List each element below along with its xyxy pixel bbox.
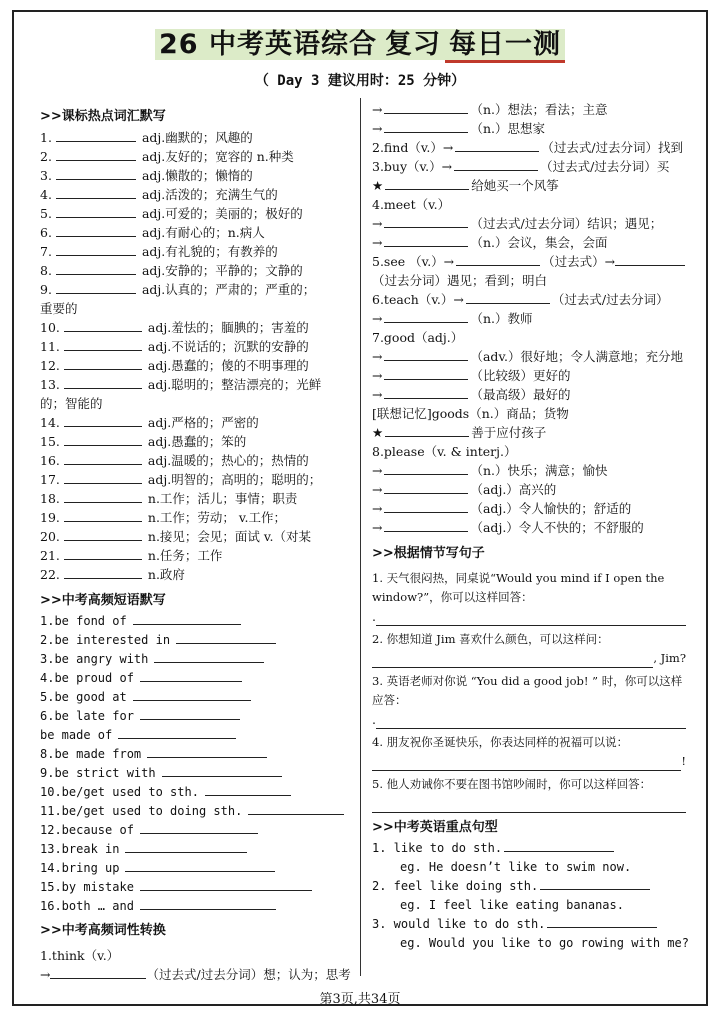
vocab-meaning: n.工作；活儿；事情；职责 <box>147 491 298 506</box>
vocab-meaning: adj.愚蠢的；傻的不明事理的 <box>147 358 309 373</box>
wordform-row <box>372 442 686 461</box>
vocab-row <box>40 128 352 147</box>
wordform-row <box>372 518 686 537</box>
sentence-list <box>372 569 686 813</box>
phrase-row <box>40 802 352 821</box>
wordform-prefix: → <box>372 501 383 516</box>
wordform-row <box>372 347 686 366</box>
page-subtitle: （ Day 3 建议用时：25 分钟） <box>254 73 466 89</box>
phrase-text: 4.be proud of <box>40 671 134 685</box>
item-number: 11. <box>40 339 60 354</box>
answer-blank[interactable] <box>455 139 539 152</box>
answer-blank[interactable] <box>456 253 540 266</box>
wordform-suffix: （过去式/过去分词）找到 <box>541 140 684 155</box>
answer-blank[interactable] <box>384 386 468 399</box>
sentence-answer-line <box>372 607 686 626</box>
answer-blank[interactable] <box>385 424 469 437</box>
answer-blank[interactable] <box>154 650 264 663</box>
phrase-text: 5.be good at <box>40 690 127 704</box>
wordform-suffix: （adj.）令人不快的；不舒服的 <box>470 520 644 535</box>
pattern-list <box>372 839 689 953</box>
wordform-row <box>372 100 686 119</box>
phrase-row <box>40 726 352 745</box>
answer-blank[interactable] <box>64 490 142 503</box>
vocab-row <box>40 394 352 413</box>
item-number: 14. <box>40 415 60 430</box>
phrase-text: 13.break in <box>40 842 120 856</box>
answer-blank[interactable] <box>56 224 136 237</box>
phrase-text: 11.be/get used to doing sth. <box>40 804 243 818</box>
wordform-prefix: → <box>372 216 383 231</box>
answer-blank[interactable] <box>64 566 142 579</box>
answer-blank[interactable] <box>64 528 142 541</box>
pattern-row <box>372 839 686 858</box>
section-vocab-title: >>课标热点词汇默写 <box>40 109 166 124</box>
answer-blank[interactable] <box>64 319 142 332</box>
answer-blank[interactable] <box>56 148 136 161</box>
wordform-suffix: （n.）想法；看法；主意 <box>470 102 608 117</box>
sentence-question: 4. 朋友祝你圣诞快乐，你表达同样的祝福可以说： <box>372 735 629 749</box>
vocab-meaning: 重要的 <box>40 301 78 316</box>
answer-blank[interactable] <box>176 631 276 644</box>
wordform-row <box>372 423 686 442</box>
wordform-row <box>372 233 686 252</box>
vocab-meaning: adj.懒散的；懒惰的 <box>141 168 253 183</box>
phrase-row <box>40 878 352 897</box>
item-number: 2. <box>40 149 52 164</box>
section-wordform-title: >>中考高频词性转换 <box>40 923 166 938</box>
answer-blank[interactable] <box>615 253 685 266</box>
item-number: 12. <box>40 358 60 373</box>
item-number: 13. <box>40 377 60 392</box>
answer-blank[interactable] <box>125 840 247 853</box>
wordform-suffix: （最高级）最好的 <box>470 387 571 402</box>
left-column <box>40 104 352 984</box>
wordform-prefix: 2.find（v.）→ <box>372 140 454 155</box>
arrow-label: → <box>40 967 51 982</box>
phrase-text: 10.be/get used to sth. <box>40 785 199 799</box>
wordform-prefix: （过去分词）遇见；看到；明白 <box>372 273 548 288</box>
answer-blank[interactable] <box>540 877 650 890</box>
answer-blank[interactable] <box>504 839 614 852</box>
sentence-question: 5. 他人劝诫你不要在图书馆吵闹时，你可以这样回答： <box>372 777 652 791</box>
sentence-lead: . <box>372 712 376 727</box>
item-number: 1. <box>40 130 52 145</box>
vocab-meaning: n.政府 <box>147 567 185 582</box>
answer-blank[interactable] <box>133 688 251 701</box>
answer-blank[interactable] <box>384 462 468 475</box>
wordform-list <box>372 100 686 537</box>
answer-blank[interactable] <box>466 291 550 304</box>
wordform-prefix: → <box>372 387 383 402</box>
right-column <box>372 100 689 953</box>
wordform-row <box>372 138 686 157</box>
vocab-meaning: adj.温暖的；热心的；热情的 <box>147 453 309 468</box>
wordform-prefix: → <box>372 102 383 117</box>
phrase-text: 2.be interested in <box>40 633 171 647</box>
item-number: 15. <box>40 434 60 449</box>
wordform-suffix: （n.）会议，集会，会面 <box>470 235 608 250</box>
wordform-row <box>372 176 686 195</box>
wordform-prefix: 3.buy（v.）→ <box>372 159 453 174</box>
answer-blank[interactable] <box>376 613 686 626</box>
wordform-prefix: → <box>372 463 383 478</box>
vocab-meaning: n.任务；工作 <box>147 548 223 563</box>
vocab-row <box>40 451 352 470</box>
wordform-prefix: → <box>372 121 383 136</box>
wordform-prefix: 5.see （v.）→ <box>372 254 455 269</box>
vocab-row <box>40 489 352 508</box>
pattern-example: eg. He doesn’t like to swim now. <box>400 860 632 874</box>
answer-blank[interactable] <box>384 519 468 532</box>
vocab-row <box>40 242 352 261</box>
answer-blank[interactable] <box>56 129 136 142</box>
answer-blank[interactable] <box>50 966 146 979</box>
item-number: 7. <box>40 244 52 259</box>
answer-blank[interactable] <box>56 262 136 275</box>
wordform-suffix: （过去式）→ <box>542 254 616 269</box>
answer-blank[interactable] <box>64 414 142 427</box>
vocab-row <box>40 527 352 546</box>
answer-blank[interactable] <box>125 859 275 872</box>
vocab-row <box>40 299 352 318</box>
vocab-meaning: adj.幽默的；风趣的 <box>141 130 253 145</box>
page-footer: 第3页,共34页 <box>319 992 401 1007</box>
phrase-list <box>40 612 352 916</box>
answer-blank[interactable] <box>384 310 468 323</box>
vocab-meaning: adj.有礼貌的；有教养的 <box>141 244 278 259</box>
page-title <box>0 22 720 61</box>
wordform-think: 1.think（v.） <box>40 948 120 963</box>
vocab-meaning: n.接见；会见；面试 v.（对某 <box>147 529 311 544</box>
wordform-suffix: 给她买一个风筝 <box>471 178 559 193</box>
wordform-row <box>372 195 686 214</box>
phrase-text: 16.both … and <box>40 899 134 913</box>
wordform-row <box>372 252 686 271</box>
sentence-question: 3. 英语老师对你说 “You did a good job! ” 时，你可以这样应答： <box>372 674 683 707</box>
wordform-suffix: （过去式/过去分词）结识；遇见； <box>470 216 663 231</box>
phrase-text: 15.by mistake <box>40 880 134 894</box>
sentence-answer-line <box>372 710 686 729</box>
phrase-row <box>40 821 352 840</box>
item-number: 10. <box>40 320 60 335</box>
answer-blank[interactable] <box>384 500 468 513</box>
phrase-row <box>40 897 352 916</box>
answer-blank[interactable] <box>140 878 312 891</box>
answer-blank[interactable] <box>372 800 686 813</box>
wordform-prefix: → <box>372 349 383 364</box>
item-number: 22. <box>40 567 60 582</box>
vocab-row <box>40 356 352 375</box>
sentence-answer-line <box>372 649 686 668</box>
wordform-row <box>372 290 686 309</box>
wordform-think-past-label: （过去式/过去分词）想；认为；思考 <box>146 967 351 982</box>
wordform-row <box>372 366 686 385</box>
item-number: 17. <box>40 472 60 487</box>
phrase-row <box>40 859 352 878</box>
wordform-prefix: ★ <box>372 425 384 440</box>
item-number: 5. <box>40 206 52 221</box>
wordform-prefix: 8.please（v. & interj.） <box>372 444 517 459</box>
wordform-row <box>372 309 686 328</box>
answer-blank[interactable] <box>140 897 276 910</box>
wordform-prefix: → <box>372 520 383 535</box>
item-number: 8. <box>40 263 52 278</box>
vocab-row <box>40 261 352 280</box>
phrase-row <box>40 612 352 631</box>
item-number: 4. <box>40 187 52 202</box>
wordform-row <box>372 461 686 480</box>
answer-blank[interactable] <box>56 281 136 294</box>
wordform-suffix: 善于应付孩子 <box>471 425 547 440</box>
vocab-meaning: adj.聪明的；整洁漂亮的；光鲜 <box>147 377 322 392</box>
pattern-row <box>372 915 686 934</box>
item-number: 20. <box>40 529 60 544</box>
vocab-meaning: adj.安静的；平静的；文静的 <box>141 263 303 278</box>
vocab-row <box>40 318 352 337</box>
item-number: 16. <box>40 453 60 468</box>
answer-blank[interactable] <box>64 452 142 465</box>
sentence-question: 2. 你想知道 Jim 喜欢什么颜色，可以这样问： <box>372 632 609 646</box>
wordform-suffix: （n.）思想家 <box>470 121 546 136</box>
item-number: 21. <box>40 548 60 563</box>
title-part-1: 26 中考英语综合 <box>155 29 381 60</box>
vocab-row <box>40 280 352 299</box>
vocab-row <box>40 185 352 204</box>
vocab-meaning: adj.愚蠢的；笨的 <box>147 434 247 449</box>
section-pattern-title: >>中考英语重点句型 <box>372 820 498 835</box>
phrase-row <box>40 631 352 650</box>
phrase-text: 6.be late for <box>40 709 134 723</box>
answer-blank[interactable] <box>56 243 136 256</box>
vocab-row <box>40 508 352 527</box>
answer-blank[interactable] <box>384 215 468 228</box>
vocab-meaning: adj.明智的；高明的；聪明的； <box>147 472 322 487</box>
wordform-row <box>372 157 686 176</box>
answer-blank[interactable] <box>118 726 236 739</box>
answer-blank[interactable] <box>385 177 469 190</box>
wordform-row <box>372 480 686 499</box>
item-number: 9. <box>40 282 52 297</box>
answer-blank[interactable] <box>205 783 291 796</box>
answer-blank[interactable] <box>133 612 241 625</box>
wordform-suffix: （比较级）更好的 <box>470 368 571 383</box>
phrase-text: be made of <box>40 728 113 742</box>
vocab-list <box>40 128 352 584</box>
answer-blank[interactable] <box>248 802 344 815</box>
answer-blank[interactable] <box>376 716 686 729</box>
vocab-meaning: 的；智能的 <box>40 396 103 411</box>
phrase-row <box>40 650 352 669</box>
sentence-lead: . <box>372 609 376 624</box>
vocab-meaning: adj.有耐心的；n.病人 <box>141 225 265 240</box>
pattern-row <box>372 877 686 896</box>
wordform-think-past <box>40 965 352 984</box>
wordform-prefix: 6.teach（v.）→ <box>372 292 464 307</box>
vocab-row <box>40 337 352 356</box>
sentence-tail: , Jim? <box>653 651 686 665</box>
wordform-row <box>372 271 686 290</box>
wordform-suffix: （n.）教师 <box>470 311 533 326</box>
answer-blank[interactable] <box>64 547 142 560</box>
pattern-text: 1. like to do sth. <box>372 841 503 855</box>
phrase-row <box>40 783 352 802</box>
vocab-row <box>40 432 352 451</box>
section-sentence-title: >>根据情节写句子 <box>372 546 485 561</box>
phrase-text: 8.be made from <box>40 747 142 761</box>
sentence-tail: ! <box>681 754 686 768</box>
answer-blank[interactable] <box>56 186 136 199</box>
wordform-prefix: ★ <box>372 178 384 193</box>
answer-blank[interactable] <box>56 205 136 218</box>
vocab-meaning: n.工作；劳动； v.工作； <box>147 510 286 525</box>
wordform-row <box>372 499 686 518</box>
pattern-text: 2. feel like doing sth. <box>372 879 539 893</box>
vocab-row <box>40 204 352 223</box>
vocab-meaning: adj.友好的；宽容的 n.种类 <box>141 149 294 164</box>
wordform-prefix: → <box>372 235 383 250</box>
answer-blank[interactable] <box>56 167 136 180</box>
title-part-3: 每日一测 <box>445 29 565 63</box>
section-phrase-title: >>中考高频短语默写 <box>40 593 166 608</box>
item-number: 19. <box>40 510 60 525</box>
answer-blank[interactable] <box>64 509 142 522</box>
wordform-prefix: → <box>372 368 383 383</box>
phrase-row <box>40 669 352 688</box>
vocab-meaning: adj.严格的；严密的 <box>147 415 259 430</box>
wordform-row <box>372 119 686 138</box>
answer-blank[interactable] <box>547 915 657 928</box>
phrase-text: 9.be strict with <box>40 766 156 780</box>
answer-blank[interactable] <box>384 234 468 247</box>
wordform-suffix: （adj.）令人愉快的；舒适的 <box>470 501 632 516</box>
answer-blank[interactable] <box>140 669 242 682</box>
sentence-answer-line <box>372 794 686 813</box>
answer-blank[interactable] <box>64 357 142 370</box>
phrase-row <box>40 840 352 859</box>
column-divider <box>360 98 361 976</box>
vocab-row <box>40 375 352 394</box>
vocab-row <box>40 565 352 584</box>
answer-blank[interactable] <box>147 745 267 758</box>
phrase-text: 12.because of <box>40 823 134 837</box>
wordform-prefix: 7.good（adj.） <box>372 330 464 345</box>
answer-blank[interactable] <box>454 158 538 171</box>
wordform-row <box>372 328 686 347</box>
vocab-meaning: adj.羞怯的；腼腆的；害羞的 <box>147 320 309 335</box>
answer-blank[interactable] <box>384 101 468 114</box>
vocab-meaning: adj.活泼的；充满生气的 <box>141 187 278 202</box>
pattern-text: 3. would like to do sth. <box>372 917 546 931</box>
sentence-answer-line <box>372 752 686 771</box>
answer-blank[interactable] <box>64 471 142 484</box>
wordform-suffix: （adj.）高兴的 <box>470 482 557 497</box>
wordform-prefix: 4.meet（v.） <box>372 197 451 212</box>
phrase-row <box>40 707 352 726</box>
answer-blank[interactable] <box>384 348 468 361</box>
phrase-text: 3.be angry with <box>40 652 149 666</box>
phrase-text: 1.be fond of <box>40 614 127 628</box>
phrase-row <box>40 764 352 783</box>
answer-blank[interactable] <box>372 758 681 771</box>
vocab-row <box>40 223 352 242</box>
vocab-row <box>40 147 352 166</box>
phrase-row <box>40 745 352 764</box>
title-part-2: 复习 <box>381 29 445 60</box>
wordform-row <box>372 404 686 423</box>
vocab-row <box>40 413 352 432</box>
phrase-row <box>40 688 352 707</box>
item-number: 18. <box>40 491 60 506</box>
sentence-question: 1. 天气很闷热，同桌说“Would you mind if I open the window?”，你可以这样回答： <box>372 571 665 604</box>
answer-blank[interactable] <box>384 481 468 494</box>
answer-blank[interactable] <box>140 707 240 720</box>
vocab-meaning: adj.可爱的；美丽的；极好的 <box>141 206 303 221</box>
vocab-meaning: adj.认真的；严肃的；严重的； <box>141 282 316 297</box>
wordform-prefix: [联想记忆]goods（n.）商品；货物 <box>372 406 569 421</box>
answer-blank[interactable] <box>384 367 468 380</box>
answer-blank[interactable] <box>162 764 282 777</box>
answer-blank[interactable] <box>372 655 653 668</box>
answer-blank[interactable] <box>64 338 142 351</box>
wordform-suffix: （n.）快乐；满意；愉快 <box>470 463 608 478</box>
wordform-prefix: → <box>372 482 383 497</box>
answer-blank[interactable] <box>64 376 142 389</box>
pattern-example: eg. Would you like to go rowing with me? <box>400 936 689 950</box>
phrase-text: 14.bring up <box>40 861 120 875</box>
answer-blank[interactable] <box>64 433 142 446</box>
wordform-suffix: （过去式/过去分词）买 <box>540 159 670 174</box>
answer-blank[interactable] <box>140 821 258 834</box>
item-number: 6. <box>40 225 52 240</box>
vocab-row <box>40 546 352 565</box>
wordform-suffix: （过去式/过去分词） <box>551 292 669 307</box>
vocab-row <box>40 166 352 185</box>
wordform-row <box>372 385 686 404</box>
wordform-row <box>372 214 686 233</box>
answer-blank[interactable] <box>384 120 468 133</box>
wordform-prefix: → <box>372 311 383 326</box>
item-number: 3. <box>40 168 52 183</box>
vocab-row <box>40 470 352 489</box>
pattern-example: eg. I feel like eating bananas. <box>400 898 624 912</box>
wordform-suffix: （adv.）很好地；令人满意地；充分地 <box>470 349 683 364</box>
vocab-meaning: adj.不说话的；沉默的安静的 <box>147 339 309 354</box>
